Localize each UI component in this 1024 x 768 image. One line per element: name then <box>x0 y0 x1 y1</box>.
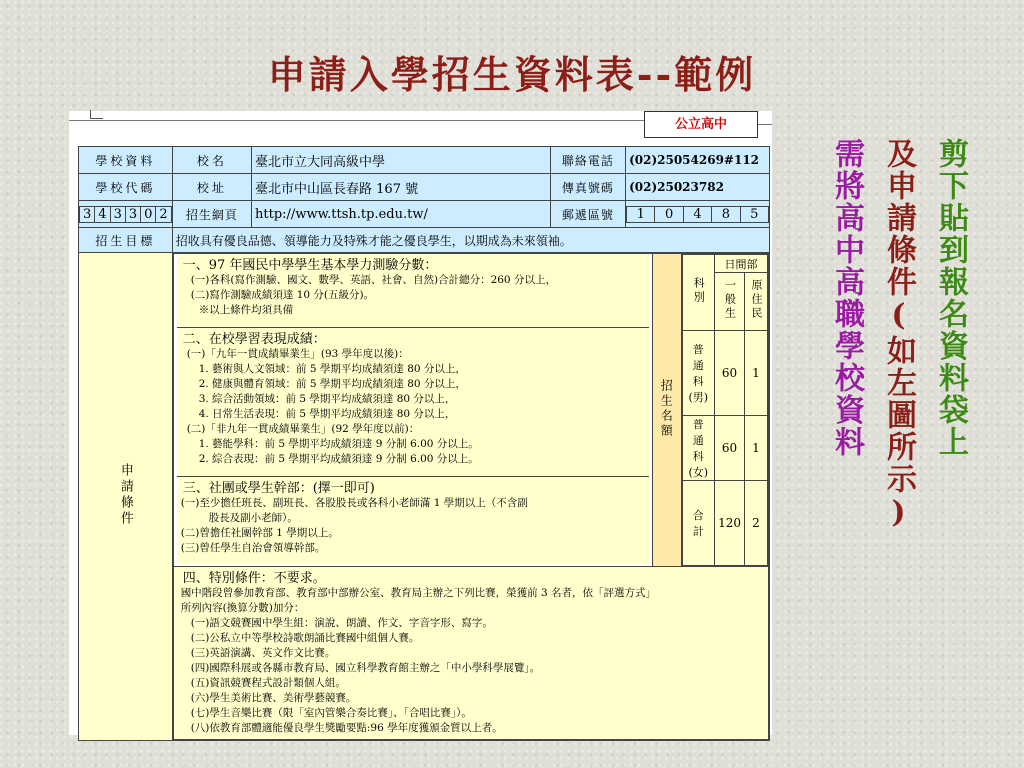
fax-label: 傳真號碼 <box>550 174 625 201</box>
section-2-sub2: (二)「非九年一貫成績畢業生」(92 學年度以前)： <box>186 423 420 435</box>
divider-line <box>69 120 644 121</box>
zip-digit: 4 <box>683 206 711 222</box>
section-4-title: 四、特別條件：不要求。 <box>182 571 326 586</box>
section-2-line: 1. 藝術與人文領域：前 5 學期平均成績須達 80 分以上， <box>198 363 466 375</box>
table-row <box>682 481 768 566</box>
section-4-line: (六)學生美術比賽、美術學藝競賽。 <box>190 692 357 704</box>
name-label: 校名 <box>172 147 251 174</box>
quota-cell <box>681 254 769 567</box>
zip-digit: 8 <box>712 206 740 222</box>
section-2-line: 1. 藝能學科：前 5 學期平均成績須達 9 分制 6.00 分以上。 <box>198 438 479 450</box>
zip-digits <box>626 206 769 223</box>
school-type-tag: 公立高中 <box>644 111 758 138</box>
section-3-line: (三)曾任學生自治會領導幹部。 <box>180 542 326 554</box>
quota-general-value: 60 <box>715 331 745 416</box>
quota-label-cell <box>652 254 681 567</box>
page-title: 申請入學招生資料表--範例 <box>267 52 757 97</box>
web-label: 招生網頁 <box>172 201 251 228</box>
code-digit: 4 <box>95 206 110 222</box>
code-digit: 0 <box>141 206 156 222</box>
school-name: 臺北市立大同高級中學 <box>252 147 551 174</box>
conditions-label: 申請條件 <box>117 463 133 527</box>
address-value: 臺北市中山區長春路 167 號 <box>252 174 551 201</box>
code-digit: 2 <box>156 206 171 222</box>
section-3-line: (一)至少擔任班長、副班長、各股股長或各科小老師滿 1 學期以上（不含副 <box>180 497 528 509</box>
table-row <box>682 416 768 481</box>
phone-value: (02)25054269#112 <box>626 147 770 174</box>
section-2-line: 2. 綜合表現：前 5 學期平均成績須達 9 分制 6.00 分以上。 <box>198 453 479 465</box>
day-division-header: 日間部 <box>715 255 768 273</box>
aboriginal-header: 原住民 <box>750 279 763 321</box>
section-4-line: (八)依教育部體適能優良學生獎勵要點:96 學年度獲頒金質以上者。 <box>190 722 503 734</box>
general-header-cell <box>715 273 745 331</box>
section-1-line: ※以上條件均須具備 <box>198 304 294 316</box>
section-4-line: (四)國際科展或各縣市教育局、國立科學教育館主辦之「中小學科學展覽」。 <box>190 662 541 674</box>
quota-row-name: 合 計 <box>682 481 715 566</box>
section-2-line: 3. 綜合活動領域：前 5 學期平均成績須達 80 分以上， <box>198 393 456 405</box>
section-2-line: 4. 日常生活表現：前 5 學期平均成績須達 80 分以上， <box>198 408 456 420</box>
divider-line <box>758 124 772 125</box>
goal-label: 招生目標 <box>79 228 173 253</box>
quota-row-name: 普通科(男) <box>682 331 715 416</box>
quota-table <box>682 254 769 566</box>
code-digit: 3 <box>125 206 140 222</box>
section-2 <box>177 328 649 477</box>
code-digit: 3 <box>80 206 95 222</box>
conditions-layout <box>173 253 769 740</box>
general-header: 一般生 <box>723 279 737 321</box>
section-1-line: (一)各科(寫作測驗、國文、數學、英語、社會、自然)合計總分：260 分以上， <box>190 274 556 286</box>
section-1 <box>177 254 649 328</box>
zip-digit: 0 <box>655 206 683 222</box>
goal-text: 招收具有優良品德、領導能力及特殊才能之優良學生，以期成為未來領袖。 <box>172 228 769 253</box>
side-note-col3: 需將高中高職學校資料 <box>829 138 864 458</box>
section-3-line: (二)曾擔任社團幹部 1 學期以上。 <box>180 527 339 539</box>
school-code-digits <box>79 206 172 223</box>
section-2-title: 二、在校學習表現成績： <box>182 332 326 347</box>
quota-general-value: 60 <box>715 416 745 481</box>
phone-label: 聯絡電話 <box>550 147 625 174</box>
section-3 <box>177 477 649 564</box>
section-4-line: (二)公私立中等學校詩歌朗誦比賽國中組個人賽。 <box>190 632 420 644</box>
zip-cell <box>626 201 770 228</box>
address-label: 校址 <box>172 174 251 201</box>
section-4-intro: 國中階段曾參加教育部、教育部中部辦公室、教育局主辦之下列比賽，榮獲前 3 名者，依「評選方式」 <box>180 587 657 599</box>
admission-form-table <box>78 146 770 741</box>
section-4-line: (七)學生音樂比賽（限「室內管樂合奏比賽」、「合唱比賽」）。 <box>190 707 472 719</box>
section-2-line: 2. 健康與體育領域：前 5 學期平均成績須達 80 分以上， <box>198 378 466 390</box>
side-note-col2: 及申請條件(如左圖所示) <box>881 138 916 532</box>
subject-header: 科別 <box>692 277 706 305</box>
section-4-intro: 所列內容(換算分數)加分： <box>180 602 305 614</box>
section-2-sub1: (一)「九年一貫成績畢業生」(93 學年度以後)： <box>186 348 409 360</box>
zip-digit: 5 <box>740 206 768 222</box>
quota-general-value: 120 <box>715 481 745 566</box>
conditions-label-cell <box>79 253 173 741</box>
school-code-cell <box>79 201 173 228</box>
quota-aboriginal-value: 1 <box>745 416 768 481</box>
aboriginal-header-cell <box>745 273 768 331</box>
side-note-col1: 剪下貼到報名資料袋上 <box>933 138 968 458</box>
section-1-title: 一、97 年國民中學學生基本學力測驗分數： <box>182 258 438 273</box>
crop-mark <box>90 110 103 119</box>
zip-digit: 1 <box>627 206 655 222</box>
fax-value: (02)25023782 <box>626 174 770 201</box>
section-4-line: (五)資訊競賽程式設計類個人組。 <box>190 677 346 689</box>
conditions-left <box>173 254 652 567</box>
table-row <box>682 331 768 416</box>
code-digit: 3 <box>110 206 125 222</box>
zip-label: 郵遞區號 <box>550 201 625 228</box>
section-3-title: 三、社團或學生幹部：(擇一即可) <box>182 481 375 496</box>
quota-aboriginal-value: 2 <box>745 481 768 566</box>
section-3-line: 股長及副小老師）。 <box>208 512 298 524</box>
quota-row-name: 普通科(女) <box>682 416 715 481</box>
school-info-label: 學校資料 <box>79 147 173 174</box>
subject-header-cell <box>682 255 715 331</box>
section-1-line: (二)寫作測驗成績須達 10 分(五級分)。 <box>190 289 375 301</box>
section-4-line: (一)語文競賽國中學生組：演說、朗讀、作文、字音字形、寫字。 <box>190 617 493 629</box>
conditions-cell <box>172 253 769 741</box>
quota-label: 招生名額 <box>659 378 674 439</box>
quota-aboriginal-value: 1 <box>745 331 768 416</box>
code-label: 學校代碼 <box>79 174 173 201</box>
web-link[interactable]: http://www.ttsh.tp.edu.tw/ <box>252 201 551 228</box>
section-4 <box>173 567 768 740</box>
section-4-line: (三)英語演講、英文作文比賽。 <box>190 647 336 659</box>
